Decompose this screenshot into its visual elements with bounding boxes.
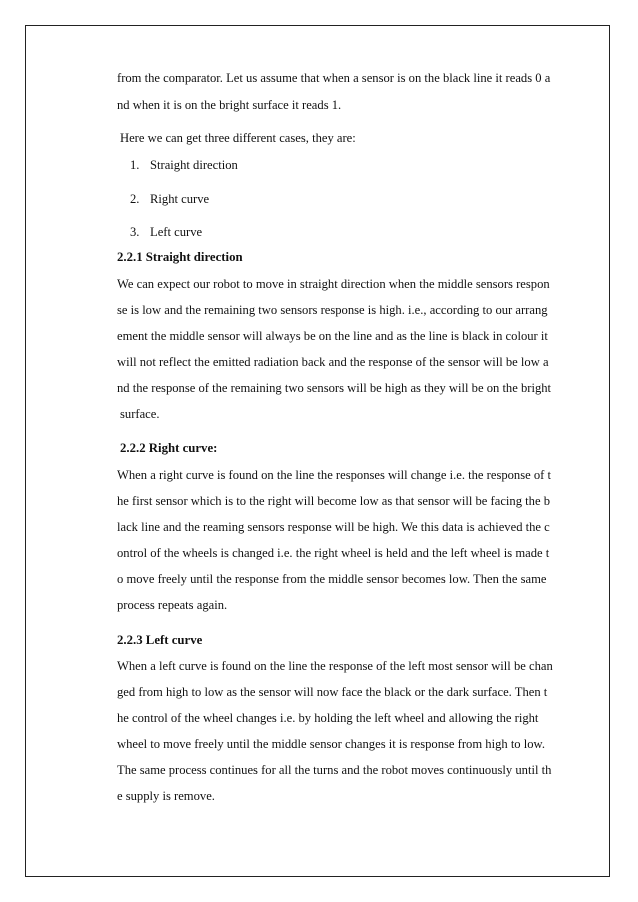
paragraph-line: he control of the wheel changes i.e. by holding the left wheel and allowing the right — [117, 711, 539, 725]
list-label: Right curve — [150, 192, 210, 206]
paragraph-line: ontrol of the wheels is changed i.e. the right wheel is held and the left wheel is made t — [117, 546, 550, 560]
list-number: 2. — [130, 192, 140, 206]
paragraph-line: surface. — [120, 407, 160, 421]
paragraph-line: lack line and the reaming sensors response will be high. We this data is achieved the c — [117, 520, 550, 534]
paragraph-line: nd the response of the remaining two sensors will be high as they will be on the bright — [117, 381, 552, 395]
intro-line: from the comparator. Let us assume that when a sensor is on the black line it reads 0 a — [117, 71, 551, 85]
paragraph-line: ement the middle sensor will always be on the line and as the line is black in colour it — [117, 329, 548, 343]
paragraph-line: The same process continues for all the turns and the robot moves continuously until th — [117, 763, 552, 777]
list-number: 1. — [130, 158, 140, 172]
section-heading: 2.2.2 Right curve: — [120, 441, 218, 455]
paragraph-line: wheel to move freely until the middle sensor changes it is response from high to low. — [117, 737, 545, 751]
list-label: Left curve — [150, 225, 203, 239]
paragraph-line: se is low and the remaining two sensors response is high. i.e., according to our arrang — [117, 303, 548, 317]
paragraph-line: When a right curve is found on the line the responses will change i.e. the response of t — [117, 468, 552, 482]
cases-intro: Here we can get three different cases, they are: — [120, 131, 356, 145]
list-label: Straight direction — [150, 158, 238, 172]
paragraph-line: ged from high to low as the sensor will now face the black or the dark surface. Then t — [117, 685, 548, 699]
paragraph-line: We can expect our robot to move in straight direction when the middle sensors respon — [117, 277, 550, 291]
intro-line: nd when it is on the bright surface it reads 1. — [117, 98, 342, 112]
paragraph-line: he first sensor which is to the right will become low as that sensor will be facing the b — [117, 494, 550, 508]
section-heading: 2.2.3 Left curve — [117, 633, 203, 647]
list-item — [130, 159, 238, 172]
paragraph-line: When a left curve is found on the line the response of the left most sensor will be chan — [117, 659, 553, 673]
paragraph-line: will not reflect the emitted radiation back and the response of the sensor will be low a — [117, 355, 549, 369]
list-item — [130, 193, 209, 206]
paragraph-line: e supply is remove. — [117, 789, 215, 803]
paragraph-line: process repeats again. — [117, 598, 228, 612]
list-item — [130, 226, 202, 239]
list-number: 3. — [130, 225, 140, 239]
section-heading: 2.2.1 Straight direction — [117, 250, 243, 264]
paragraph-line: o move freely until the response from the middle sensor becomes low. Then the same — [117, 572, 547, 586]
